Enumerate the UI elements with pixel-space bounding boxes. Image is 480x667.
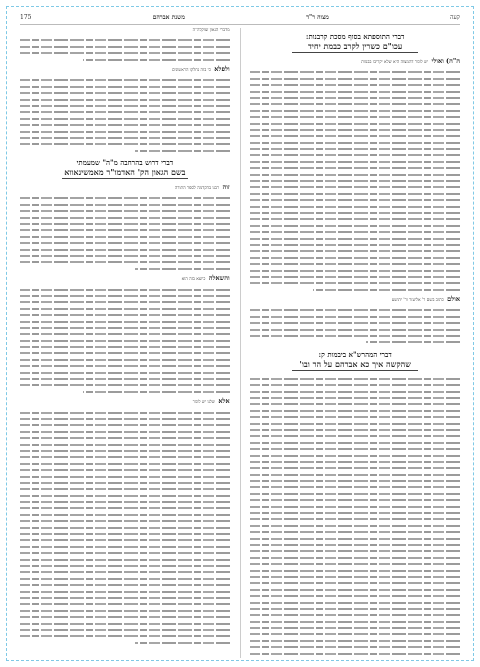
right-title-box-2: [250, 350, 460, 371]
paragraph-lead-word: והשאלה: [208, 274, 230, 283]
running-title: משנת אברהם: [152, 13, 185, 21]
folio-number: קעה: [449, 13, 460, 21]
page-number: 175: [20, 13, 32, 21]
section-label: מצוה ר"ד: [306, 13, 329, 21]
paragraph-text: מדברי הגאון זצוקלה"ה: [192, 28, 230, 33]
left-paragraph-1: [20, 66, 230, 74]
paragraph-text: שלנו יש לומר: [192, 400, 215, 406]
left-title-box: [20, 158, 230, 179]
paragraph-lead-word: אולם: [447, 295, 460, 304]
paragraph-text: כתוב בשם ר' אליעזר ור' יהושע: [391, 298, 444, 304]
text-line: [366, 339, 460, 345]
title-rule: [62, 178, 188, 179]
text-line: [135, 640, 229, 646]
text-line: [313, 657, 460, 658]
page-header: [20, 10, 460, 25]
left-text-block-0: [20, 37, 230, 63]
paragraph-text: רבנו בהקדמה לספר התורה: [174, 186, 220, 192]
right-title-line2: עכו"ם כשרין לקרב כבמת יחיד: [307, 41, 403, 51]
right-paragraph-1: [250, 58, 460, 66]
book-page: [20, 10, 460, 658]
right-text-block-1: [250, 69, 460, 293]
left-title-line2: בשם הגאון הק' האדמו"ר מאמשינאווא: [64, 167, 186, 178]
text-line: [83, 389, 230, 395]
left-column: [20, 28, 230, 658]
right-title-line1: דברי התוספתא בסוף מסכת קרבנות:: [305, 32, 405, 41]
right-column: [250, 28, 460, 658]
left-text-block-1: [20, 77, 230, 154]
text-line: [135, 266, 229, 272]
right-title2-line2: שהקשה איך כא אברהם על הר ובו': [299, 358, 411, 369]
left-paragraph-4: [20, 398, 230, 406]
left-paragraph-3: [20, 275, 230, 283]
left-intro: [20, 28, 230, 34]
text-columns: [20, 28, 460, 658]
text-line: [83, 57, 230, 63]
right-paragraph-2: [250, 296, 460, 304]
title-rule: [292, 370, 418, 371]
text-line: [135, 148, 229, 154]
right-text-block-2: [250, 307, 460, 345]
paragraph-lead-word: אלא: [218, 397, 230, 406]
text-line: [313, 287, 460, 293]
left-text-block-4: [20, 410, 230, 646]
paragraph-text: יש לומר דהמצוה היא שלא יקריבו בבמות: [361, 60, 429, 65]
paragraph-lead-word: ה"ה) ואולי: [431, 57, 460, 65]
right-title2-line1: דברי המהרש"א ביבמות ק:: [318, 349, 392, 359]
left-paragraph-2: [20, 184, 230, 192]
paragraph-text: כי בזה נחלקו הראשונים: [171, 67, 211, 73]
right-title-box: [250, 32, 460, 53]
column-divider: [240, 28, 241, 658]
left-text-block-3: [20, 287, 230, 396]
left-title-line1: דברי דרוש בהרחבה מ"ה" שמעמתי: [76, 158, 174, 168]
paragraph-text: כיוצא בזה הוא: [181, 277, 206, 283]
right-text-block-3: [250, 376, 460, 658]
left-text-block-2: [20, 195, 230, 272]
paragraph-lead-word: זוה: [222, 183, 230, 192]
paragraph-lead-word: ולפלא: [214, 64, 230, 73]
title-rule: [292, 52, 418, 53]
